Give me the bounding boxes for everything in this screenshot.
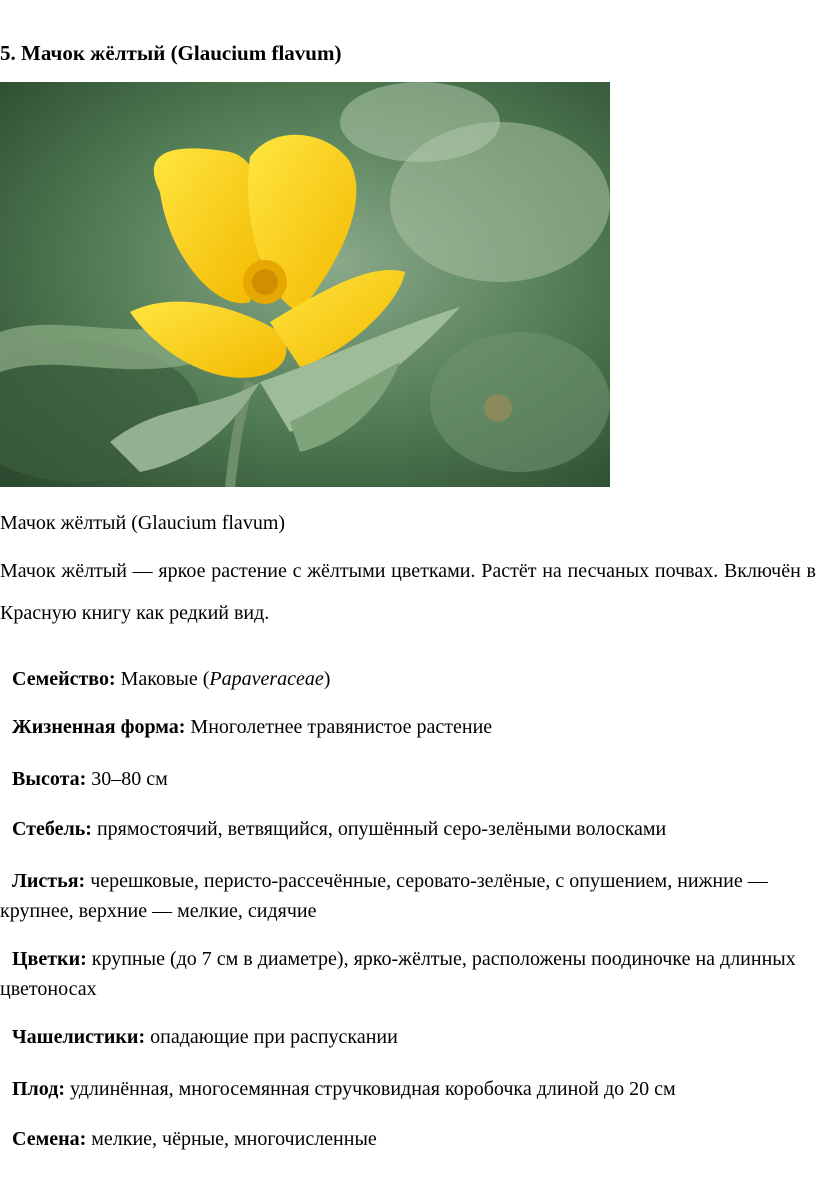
property-sepals	[0, 1022, 816, 1052]
property-label: Стебель:	[12, 818, 92, 840]
property-value: опадающие при распускании	[145, 1026, 398, 1048]
property-value: удлинённая, многосемянная стручковидная коробочка длиной до 20 см	[64, 1078, 676, 1100]
property-label: Листья:	[12, 870, 86, 892]
property-label: Цветки:	[12, 948, 87, 970]
property-value: 30–80 см	[86, 768, 168, 790]
property-label: Высота:	[12, 768, 87, 790]
property-value: Многолетнее травянистое растение	[185, 716, 493, 738]
property-value: Маковые (	[115, 668, 210, 690]
property-value: крупные (до 7 см в диаметре), ярко-жёлтые, расположены поодиночке на длинных цветоносах	[0, 948, 796, 1000]
page-title: 5. Мачок жёлтый (Glaucium flavum)	[0, 41, 342, 65]
yellow-flower-photo	[0, 82, 610, 487]
property-label: Чашелистики:	[12, 1026, 146, 1048]
property-stem	[0, 814, 816, 844]
property-height	[0, 764, 816, 794]
property-family	[0, 664, 816, 694]
property-value: черешковые, перисто-рассечённые, серовато-зелёные, с опушением, нижние — крупнее, верхние — мелкие, сидячие	[0, 870, 768, 922]
property-value: прямостоячий, ветвящийся, опушённый серо-зелёными волосками	[91, 818, 667, 840]
property-value: мелкие, чёрные, многочисленные	[86, 1128, 377, 1150]
property-seeds	[0, 1124, 816, 1154]
property-label: Семейство:	[12, 668, 116, 690]
property-value-latin: Papaveraceae	[209, 668, 324, 690]
property-value: )	[323, 668, 331, 690]
intro-paragraph: Мачок жёлтый — яркое растение с жёлтыми цветками. Растёт на песчаных почвах. Включён в Красную книгу как редкий вид.	[0, 560, 816, 624]
property-label: Жизненная форма:	[12, 716, 186, 738]
property-fruit	[0, 1074, 816, 1104]
property-flowers	[0, 944, 816, 1004]
property-life-form	[0, 712, 816, 742]
property-label: Плод:	[12, 1078, 65, 1100]
property-label: Семена:	[12, 1128, 87, 1150]
property-leaves	[0, 866, 816, 926]
image-caption: Мачок жёлтый (Glaucium flavum)	[0, 512, 286, 534]
